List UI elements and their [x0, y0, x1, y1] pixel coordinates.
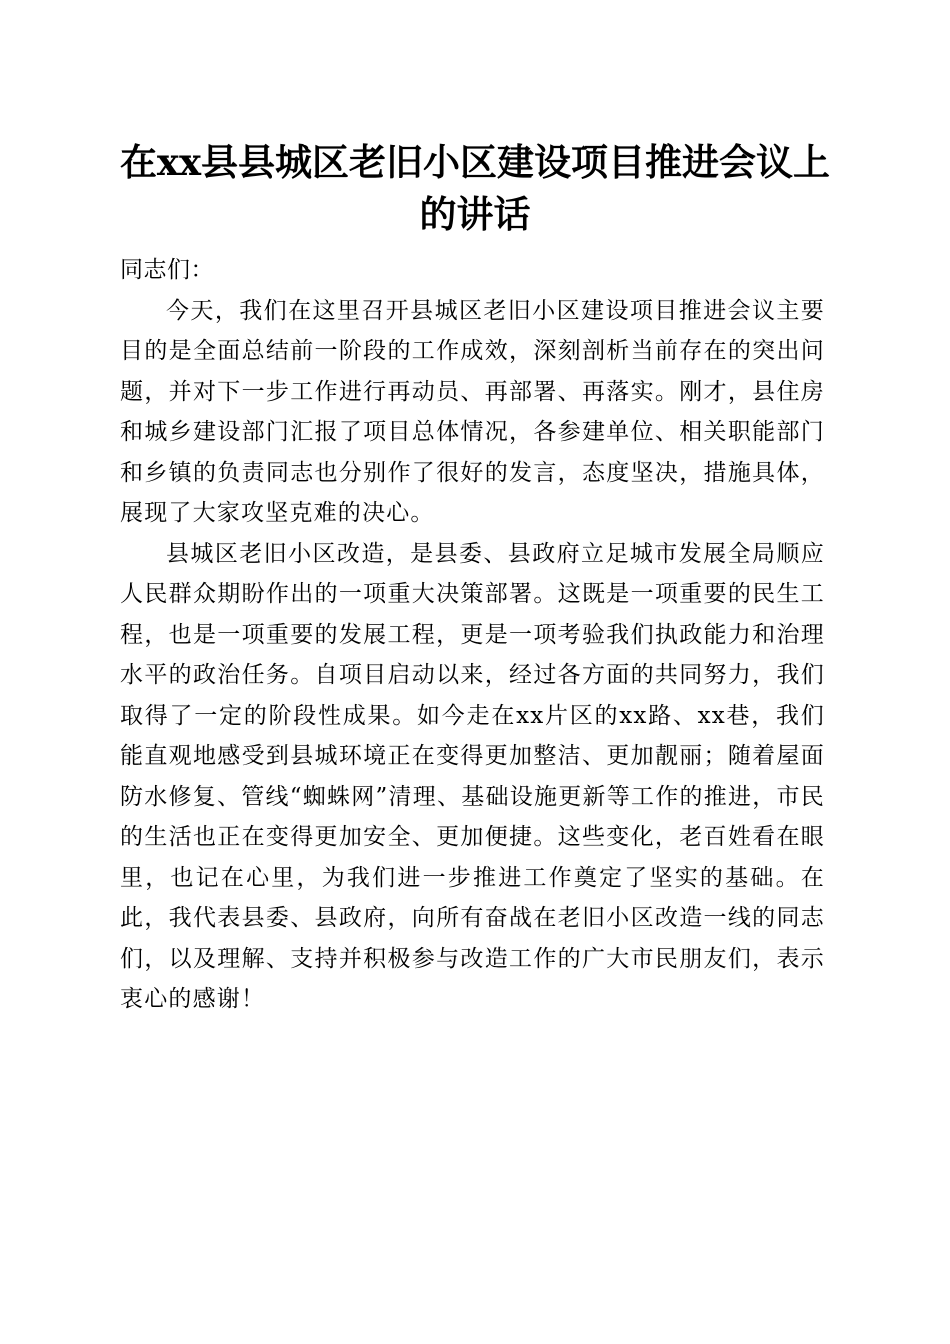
paragraph: 县城区老旧小区改造，是县委、县政府立足城市发展全局顺应人民群众期盼作出的一项重大决策部署。这既是一项重要的民生工程，也是一项重要的发展工程，更是一项考验我们执政能力和治理水平的政治任务。自项目启动以来，经过各方面的共同努力，我们取得了一定的阶段性成果。如今走在xx片区的xx路、xx巷，我们能直观地感受到县城环境正在变得更加整洁、更加靓丽；随着屋面防水修复、管线“蜘蛛网”清理、基础设施更新等工作的推进，市民的生活也正在变得更加安全、更加便捷。这些变化，老百姓看在眼里，也记在心里，为我们进一步推进工作奠定了坚实的基础。在此，我代表县委、县政府，向所有奋战在老旧小区改造一线的同志们，以及理解、支持并积极参与改造工作的广大市民朋友们，表示衷心的感谢！ — [120, 540, 825, 1012]
document-body — [120, 250, 825, 1020]
document-title: 在xx县县城区老旧小区建设项目推进会议上的讲话 — [119, 140, 831, 236]
paragraph: 今天，我们在这里召开县城区老旧小区建设项目推进会议主要目的是全面总结前一阶段的工作成效，深刻剖析当前存在的突出问题，并对下一步工作进行再动员、再部署、再落实。刚才，县住房和城乡建设部门汇报了项目总体情况，各参建单位、相关职能部门和乡镇的负责同志也分别作了很好的发言，态度坚决，措施具体，展现了大家攻坚克难的决心。 — [120, 297, 825, 526]
greeting: 同志们： — [120, 257, 214, 283]
